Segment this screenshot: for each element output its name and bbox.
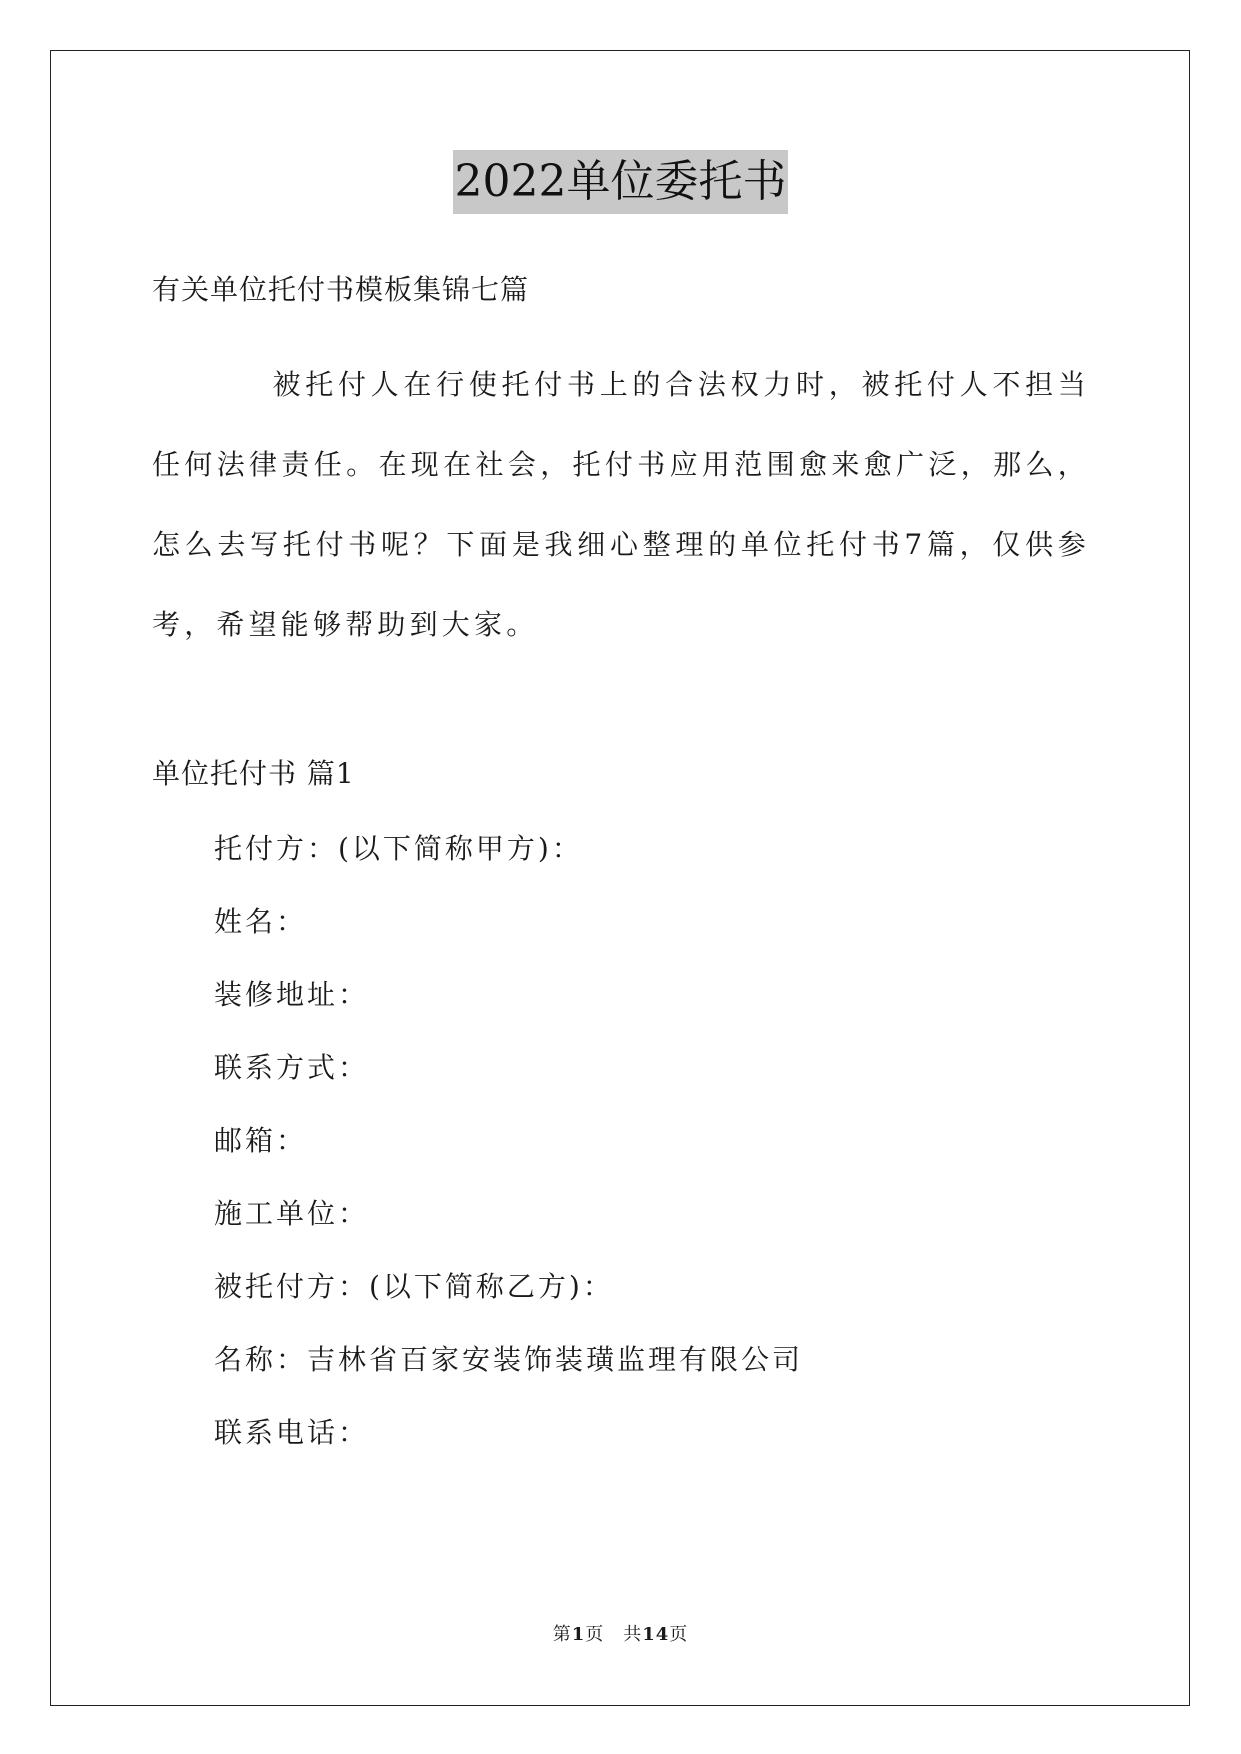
field-trustee: 被托付方：(以下简称乙方)： xyxy=(214,1270,614,1303)
footer-prefix: 第 xyxy=(552,1624,572,1645)
footer-page-number: 1 xyxy=(571,1624,586,1645)
field-client: 托付方：(以下简称甲方)： xyxy=(214,832,583,865)
title-container xyxy=(0,150,1241,214)
field-company-name: 名称：吉林省百家安装饰装璜监理有限公司 xyxy=(214,1343,804,1376)
footer-mid: 页 共 xyxy=(585,1624,643,1645)
field-email: 邮箱： xyxy=(214,1124,308,1157)
footer-total-pages: 14 xyxy=(642,1624,670,1645)
field-renovation-address: 装修地址： xyxy=(214,978,370,1011)
field-contact-phone: 联系电话： xyxy=(214,1416,370,1449)
field-name: 姓名： xyxy=(214,905,308,938)
page-footer xyxy=(0,1620,1241,1646)
document-title: 2022单位委托书 xyxy=(453,150,789,214)
section-heading: 单位托付书 篇1 xyxy=(152,757,355,790)
intro-paragraph xyxy=(152,345,1090,665)
footer-suffix: 页 xyxy=(669,1624,689,1645)
field-contact-method: 联系方式： xyxy=(214,1051,370,1084)
field-construction-unit: 施工单位： xyxy=(214,1197,370,1230)
intro-text: 被托付人在行使托付书上的合法权力时，被托付人不担当任何法律责任。在现在社会，托付书应用范围愈来愈广泛，那么，怎么去写托付书呢？下面是我细心整理的单位托付书7篇，仅供参考，希望能够帮助到大家。 xyxy=(152,368,1090,641)
document-subtitle: 有关单位托付书模板集锦七篇 xyxy=(152,273,530,306)
